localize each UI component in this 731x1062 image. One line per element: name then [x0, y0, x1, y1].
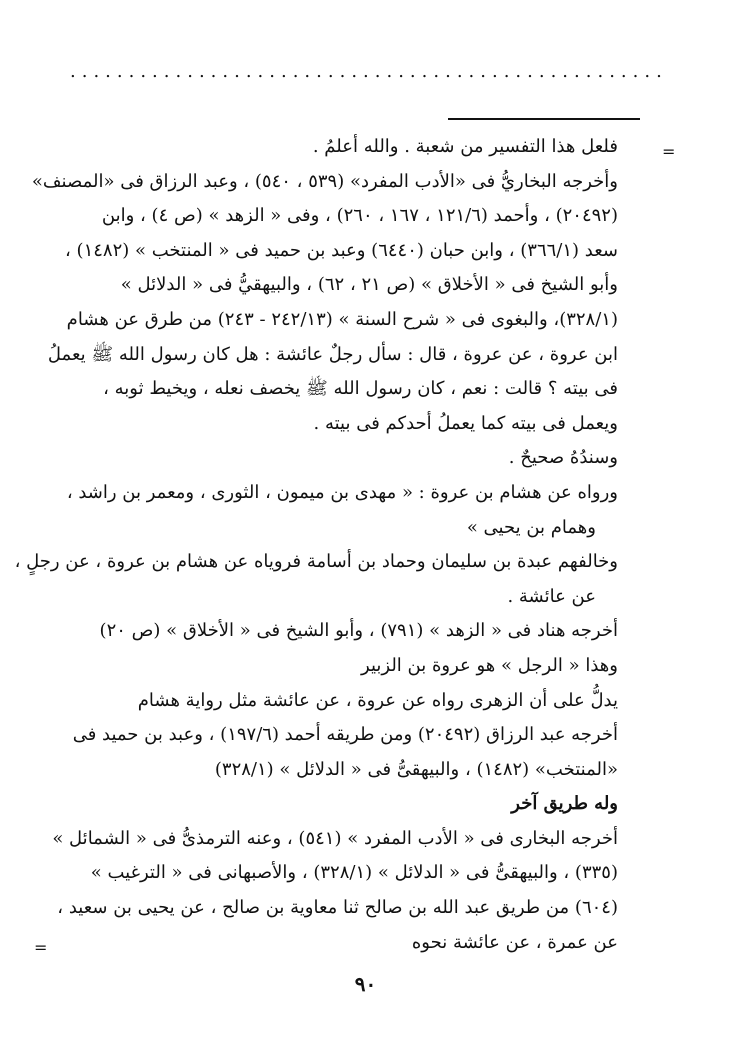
dotted-header-rule: ...................................................: [70, 61, 668, 82]
text-line: يدلُّ على أن الزهرى رواه عن عروة ، عن عائشة مثل رواية هشام: [137, 689, 618, 711]
footnote-separator-line: [448, 118, 640, 120]
text-line: وأخرجه البخاريُّ فى «الأدب المفرد» (٥٣٩ ، ٥٤٠) ، وعبد الرزاق فى «المصنف»: [31, 170, 618, 192]
text-line: وخالفهم عبدة بن سليمان وحماد بن أسامة فروياه عن هشام بن عروة ، عن رجلٍ ،: [14, 551, 618, 573]
text-line: وأبو الشيخ فى « الأخلاق » (ص ٢١ ، ٦٢) ، والبيهقيُّ فى « الدلائل »: [120, 274, 618, 296]
text-line: سعد (٣٦٦/١) ، وابن حبان (٦٤٤٠) وعبد بن حميد فى « المنتخب » (١٤٨٢) ،: [65, 239, 618, 261]
text-line: فى بيته ؟ قالت : نعم ، كان رسول الله ﷺ يخصف نعله ، ويخيط ثوبه ،: [103, 378, 618, 400]
text-line: عن عائشة .: [507, 585, 596, 607]
margin-mark-bottom: =: [34, 938, 48, 957]
text-line: أخرجه البخارى فى « الأدب المفرد » (٥٤١) ، وعنه الترمذىُّ فى « الشمائل »: [52, 827, 618, 849]
section-heading: وله طريق آخر: [511, 793, 618, 815]
text-line: عن عمرة ، عن عائشة نحوه: [411, 931, 618, 953]
text-line: وهذا « الرجل » هو عروة بن الزبير: [361, 654, 618, 676]
text-line: ورواه عن هشام بن عروة : « مهدى بن ميمون ، الثورى ، ومعمر بن راشد ،: [66, 481, 618, 503]
text-line: وسندُهُ صحيحٌ .: [508, 447, 618, 469]
text-line: «المنتخب» (١٤٨٢) ، والبيهقىُّ فى « الدلائل » (٣٢٨/١): [214, 758, 618, 780]
text-line: أخرجه عبد الرزاق (٢٠٤٩٢) ومن طريقه أحمد (١٩٧/٦) ، وعبد بن حميد فى: [72, 724, 618, 746]
text-line: أخرجه هناد فى « الزهد » (٧٩١) ، وأبو الشيخ فى « الأخلاق » (ص ٢٠): [99, 620, 618, 642]
text-line: ابن عروة ، عن عروة ، قال : سأل رجلٌ عائشة : هل كان رسول الله ﷺ يعملُ: [47, 343, 618, 365]
text-line: (٢٠٤٩٢) ، وأحمد (١٢١/٦ ، ١٦٧ ، ٢٦٠) ، وفى « الزهد » (ص ٤) ، وابن: [101, 205, 618, 227]
text-line: (٣٢٨/١)، والبغوى فى « شرح السنة » (٢٤٢/١٣ - ٢٤٣) من طرق عن هشام: [66, 308, 618, 330]
text-line: وهمام بن يحيى »: [466, 516, 596, 538]
text-line: ويعمل فى بيته كما يعملُ أحدكم فى بيته .: [313, 412, 618, 434]
margin-mark-top: =: [662, 142, 676, 161]
text-line: (٣٣٥) ، والبيهقىُّ فى « الدلائل » (٣٢٨/١) ، والأصبهانى فى « الترغيب »: [90, 862, 618, 884]
text-line: (٦٠٤) من طريق عبد الله بن صالح ثنا معاوية بن صالح ، عن يحيى بن سعيد ،: [57, 897, 618, 919]
footnote-text-block: [14, 130, 618, 960]
text-line: فلعل هذا التفسير من شعبة . والله أعلمُ .: [312, 136, 618, 157]
page-number: ٩٠: [354, 972, 377, 996]
